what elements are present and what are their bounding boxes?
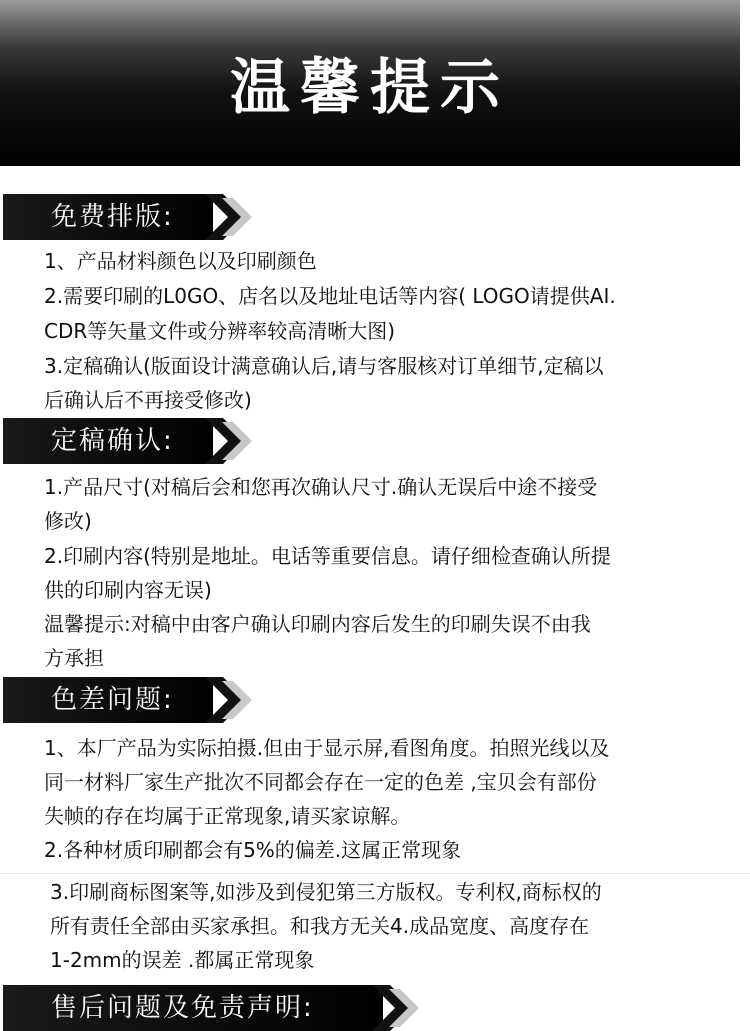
text-line: 1、产品材料颜色以及印刷颜色 <box>44 249 317 273</box>
text-line: 2.需要印刷的L0GO、店名以及地址电话等内容( LOGO请提供AI. <box>44 284 616 308</box>
text-line: 供的印刷内容无误) <box>44 578 212 602</box>
chevron-arrow-icon <box>372 985 432 1031</box>
chevron-arrow-icon <box>205 194 265 240</box>
header-banner <box>0 0 740 166</box>
text-line: 3.印刷商标图案等,如涉及到侵犯第三方版权。专利权,商标权的 <box>50 880 602 904</box>
section-title: 定稿确认: <box>51 426 174 456</box>
text-line: 所有责任全部由买家承担。和我方无关4.成品宽度、高度存在 <box>50 914 590 938</box>
text-line: 3.定稿确认(版面设计满意确认后,请与客服核对订单细节,定稿以 <box>44 354 604 378</box>
section-title: 免费排版: <box>51 202 174 232</box>
text-line: 1、本厂产品为实际拍摄.但由于显示屏,看图角度。拍照光线以及 <box>44 736 610 760</box>
text-line: 修改) <box>44 509 92 533</box>
divider <box>0 873 750 874</box>
text-line: CDR等矢量文件或分辨率较高清晰大图) <box>44 319 396 343</box>
page-title: 温馨提示 <box>230 53 510 123</box>
text-line: 温馨提示:对稿中由客户确认印刷内容后发生的印刷失误不由我 <box>44 612 591 636</box>
text-line: 方承担 <box>44 646 104 670</box>
text-line: 同一材料厂家生产批次不同都会存在一定的色差 ,宝贝会有部份 <box>44 770 597 794</box>
text-line: 1.产品尺寸(对稿后会和您再次确认尺寸.确认无误后中途不接受 <box>44 475 598 499</box>
section-header-confirm <box>3 418 213 464</box>
chevron-arrow-icon <box>205 677 265 723</box>
text-line: 失帧的存在均属于正常现象,请买家谅解。 <box>44 804 411 828</box>
text-line: 后确认后不再接受修改) <box>44 388 252 412</box>
section-title: 售后问题及免责声明: <box>51 993 314 1023</box>
text-line: 2.各种材质印刷都会有5%的偏差.这属正常现象 <box>44 838 462 862</box>
text-line: 2.印刷内容(特别是地址。电话等重要信息。请仔细检查确认所提 <box>44 544 611 568</box>
section-header-color-diff <box>3 677 213 723</box>
section-header-free-layout <box>3 194 213 240</box>
section-header-after-sales <box>3 985 383 1031</box>
chevron-arrow-icon <box>205 418 265 464</box>
text-line: 1-2mm的误差 .都属正常现象 <box>50 948 315 972</box>
section-title: 色差问题: <box>51 685 174 715</box>
